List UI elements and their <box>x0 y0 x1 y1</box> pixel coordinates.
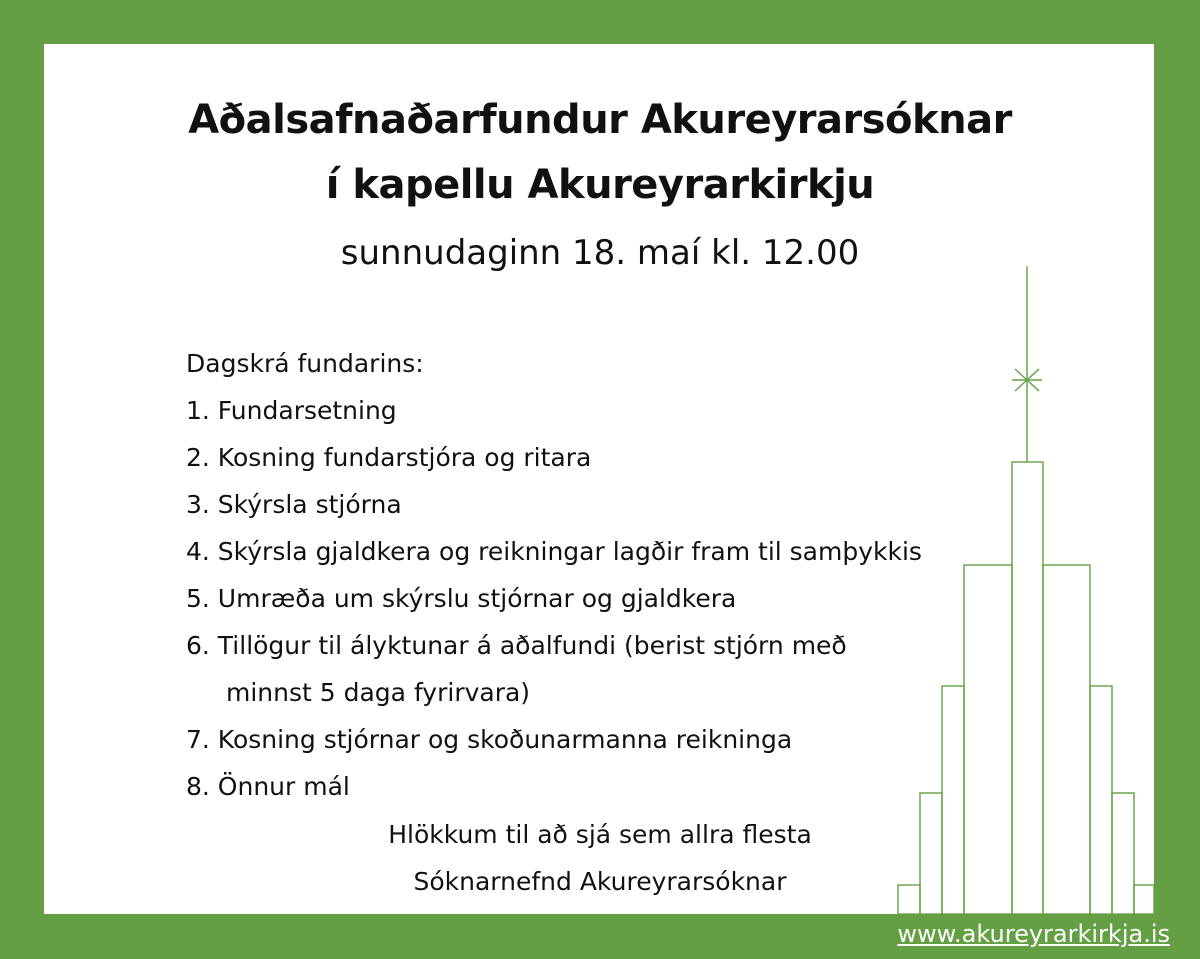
agenda-list <box>186 340 922 810</box>
agenda-item: 5. Umræða um skýrslu stjórnar og gjaldkera <box>186 584 737 613</box>
agenda-item-continuation: minnst 5 daga fyrirvara) <box>226 678 531 707</box>
website-link[interactable]: www.akureyrarkirkja.is <box>897 920 1170 948</box>
date-line: sunnudaginn 18. maí kl. 12.00 <box>340 233 860 273</box>
agenda-item: 8. Önnur mál <box>186 772 350 801</box>
agenda-item: 2. Kosning fundarstjóra og ritara <box>186 443 592 472</box>
closing-signature: Sóknarnefnd Akureyrarsóknar <box>413 867 787 896</box>
agenda-item: 4. Skýrsla gjaldkera og reikningar lagðir fram til samþykkis <box>186 537 922 566</box>
agenda-item: 7. Kosning stjórnar og skoðunarmanna reikninga <box>186 725 793 754</box>
closing-line-1: Hlökkum til að sjá sem allra flesta <box>388 820 812 849</box>
agenda-item: 1. Fundarsetning <box>186 396 397 425</box>
agenda-item: 6. Tillögur til ályktunar á aðalfundi (berist stjórn með <box>186 631 847 660</box>
title-line-2: í kapellu Akureyrarkirkju <box>325 162 875 208</box>
agenda-heading: Dagskrá fundarins: <box>186 349 424 378</box>
title-line-1: Aðalsafnaðarfundur Akureyrarsóknar <box>188 97 1012 143</box>
agenda-item: 3. Skýrsla stjórna <box>186 490 402 519</box>
